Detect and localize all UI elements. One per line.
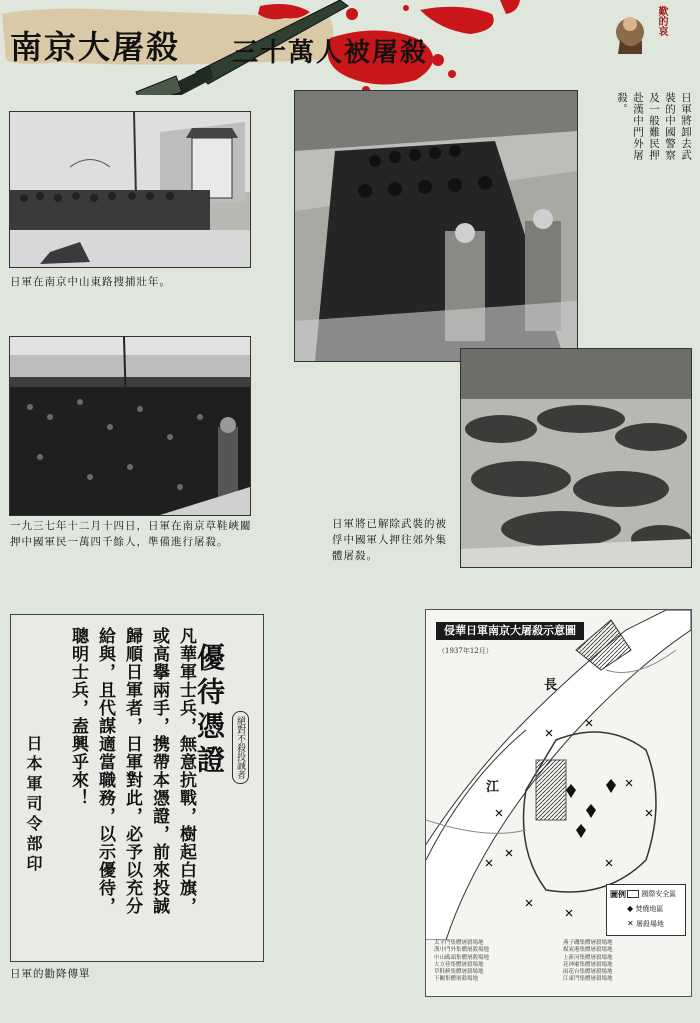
caption-photo-2: 日軍將卸去武裝的中國警察及一般難民押赴漢中門外屠殺。 <box>616 92 692 161</box>
map-site: 草鞋峽集體屠殺場地 <box>434 969 484 976</box>
caption-photo-1: 日軍在南京中山東路搜捕壯年。 <box>10 276 171 288</box>
map-site: 下關集體屠殺場地 <box>434 976 479 983</box>
safety-zone-swatch-icon <box>627 890 639 898</box>
map-site-list <box>434 940 682 984</box>
legend-item-burned-area: ◆ 焚燒地區 <box>627 904 664 913</box>
map-subtitle: （1937年12月） <box>438 647 493 655</box>
caption-leaflet: 日軍的勸降傳單 <box>10 968 91 980</box>
legend-label: 圖例 <box>610 889 626 899</box>
photo-zhongshan-road <box>9 111 251 268</box>
map-site: 燕子磯集體屠殺場地 <box>563 940 613 946</box>
leaflet-body: 凡華軍士兵，無意抗戰，樹起白旗，或高擧兩手，携帶本憑證，前來投誠歸順日軍者，日軍對此，必予以充分給與，且代謀適當職務，以示優待，聰明士兵，盍興乎來！ <box>68 627 196 915</box>
map-site: 漢中門外集體屠殺場地 <box>434 947 490 954</box>
corner-emblem-icon <box>612 2 692 64</box>
caption-photo-4: 日軍將已解除武裝的被俘中國軍人押往郊外集體屠殺。 <box>332 518 447 562</box>
leaflet-title: 優待憑證 <box>193 643 226 779</box>
map-site: 花神廟集體屠殺場地 <box>563 961 613 968</box>
map-river-label-1: 長 <box>544 678 558 693</box>
page-title: 南京大屠殺 <box>10 28 181 66</box>
photo-pow-mass-killing <box>460 348 692 568</box>
surrender-leaflet <box>10 614 264 962</box>
map-site: 中山碼頭集體屠殺場地 <box>434 954 490 961</box>
photo-police-refugees <box>294 90 578 362</box>
map-site: 煤炭港集體屠殺場地 <box>563 947 613 954</box>
corner-emblem-text: 歎的哀 <box>656 6 667 36</box>
map-site: 上新河集體屠殺場地 <box>563 954 613 961</box>
page-subtitle: 三十萬人被屠殺 <box>232 38 429 68</box>
map-river-label-2: 江 <box>486 780 500 795</box>
legend-item-massacre-site: ✕ 屠殺場地 <box>627 919 664 928</box>
map-site: 雨花台集體屠殺場地 <box>563 969 613 976</box>
caption-photo-3: 一九三七年十二月十四日，日軍在南京草鞋峽關押中國軍民一萬四千餘人，準備進行屠殺。 <box>10 520 252 548</box>
map-title: 侵華日軍南京大屠殺示意圖 <box>436 622 584 640</box>
legend-item-safety-zone: 國際安全區 <box>627 889 676 899</box>
leaflet-note: 絕對不殺投誠者 <box>232 711 249 784</box>
cross-icon: ✕ <box>627 919 634 928</box>
leaflet-signature: 日本軍司令部印 <box>24 735 43 875</box>
fire-icon: ◆ <box>627 904 634 913</box>
map-site: 太平門集體屠殺場地 <box>434 940 484 946</box>
photo-caoxiexia-detainees <box>9 336 251 516</box>
map-site: 大方巷集體屠殺場地 <box>434 961 484 968</box>
map-legend <box>606 884 686 936</box>
massacre-map <box>425 609 692 997</box>
map-site: 江東門集體屠殺場地 <box>563 976 613 983</box>
